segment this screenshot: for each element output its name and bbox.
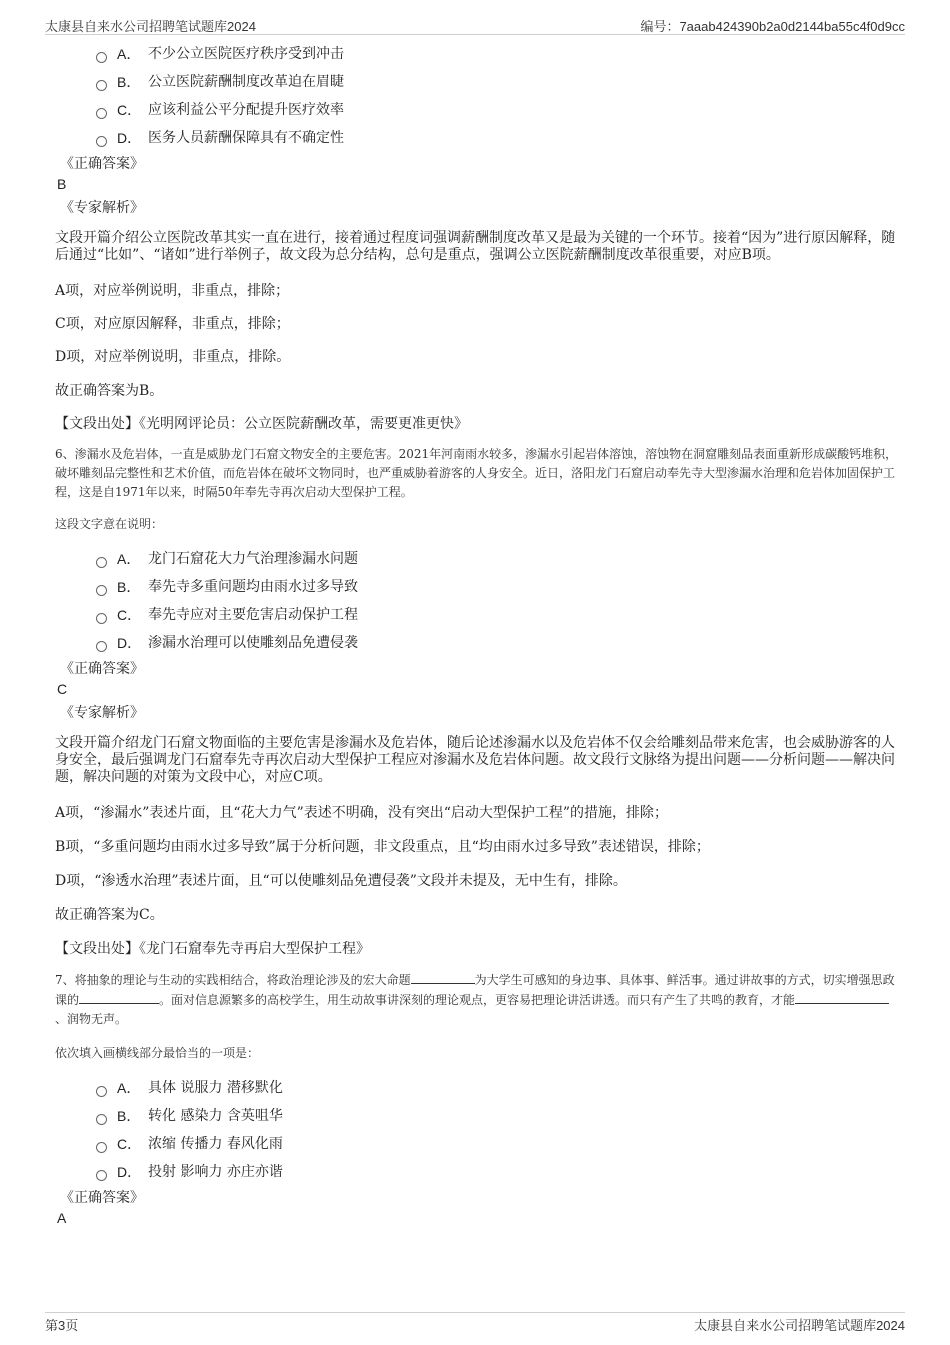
analysis-paragraph: 故正确答案为C。	[55, 907, 164, 923]
page-header	[45, 16, 905, 35]
analysis-label: 《专家解析》	[60, 705, 144, 721]
question-prompt: 这段文字意在说明：	[55, 517, 164, 531]
radio-icon[interactable]	[96, 1142, 107, 1153]
radio-icon[interactable]	[96, 557, 107, 568]
q5-options	[55, 44, 900, 156]
footer-title: 太康县自来水公司招聘笔试题库2024	[694, 1318, 905, 1333]
answer-label: 《正确答案》	[60, 1190, 144, 1206]
answer-value: C	[57, 681, 68, 697]
radio-icon[interactable]	[96, 52, 107, 63]
analysis-label: 《专家解析》	[60, 200, 144, 216]
option-a[interactable]: A． 龙门石窟花大力气治理渗漏水问题	[55, 549, 900, 577]
option-c[interactable]: C． 浓缩 传播力 春风化雨	[55, 1134, 900, 1162]
radio-icon[interactable]	[96, 108, 107, 119]
source-citation: 【文段出处】《光明网评论员：公立医院薪酬改革，需要更准更快》	[55, 416, 468, 432]
option-d[interactable]: D． 医务人员薪酬保障具有不确定性	[55, 128, 900, 156]
analysis-paragraph: 文段开篇介绍公立医院改革其实一直在进行，接着通过程度词强调薪酬制度改革又是最为关键的一个环节。接着“因为”进行原因解释，随后通过“比如”、“诸如”进行举例子，故文段为总分结构，总句是重点，强调公立医院薪酬制度改革很重要，对应B项。	[55, 230, 896, 263]
option-c[interactable]: C． 奉先寺应对主要危害启动保护工程	[55, 605, 900, 633]
radio-icon[interactable]	[96, 1086, 107, 1097]
q6-options	[55, 549, 900, 661]
option-d[interactable]: D． 渗漏水治理可以使雕刻品免遭侵袭	[55, 633, 900, 661]
answer-label: 《正确答案》	[60, 156, 144, 172]
radio-icon[interactable]	[96, 136, 107, 147]
document-code: 编号：7aaab424390b2a0d2144ba55c4f0d9cc	[640, 19, 905, 34]
question-stem: 7、将抽象的理论与生动的实践相结合，将政治理论涉及的宏大命题 为大学生可感知的身边事、具体事、鲜活事。通过讲故事的方式，切实增强思政课的 。面对信息源繁多的高校学生，用生动故事讲深刻的理论观点，更容易把理论讲活讲透。而只有产生了共鸣的教育，才能、润物无声。	[55, 970, 900, 1029]
option-d[interactable]: D． 投射 影响力 亦庄亦谐	[55, 1162, 900, 1190]
q7-options	[55, 1078, 900, 1190]
radio-icon[interactable]	[96, 80, 107, 91]
radio-icon[interactable]	[96, 1114, 107, 1125]
question-prompt: 依次填入画横线部分最恰当的一项是：	[55, 1046, 260, 1060]
option-c[interactable]: C． 应该利益公平分配提升医疗效率	[55, 100, 900, 128]
analysis-paragraph: A项，“渗漏水”表述片面，且“花大力气”表述不明确，没有突出“启动大型保护工程”的措施，排除；	[55, 805, 669, 821]
analysis-paragraph: A项，对应举例说明，非重点，排除；	[55, 283, 290, 299]
page-content	[55, 44, 900, 1232]
analysis-paragraph: 文段开篇介绍龙门石窟文物面临的主要危害是渗漏水及危岩体，随后论述渗漏水以及危岩体不仅会给雕刻品带来危害，也会威胁游客的人身安全，最后强调龙门石窟奉先寺再次启动大型保护工程应对渗漏水及危岩体问题。故文段行文脉络为提出问题——分析问题——解决问题，解决问题的对策为文段中心，对应C项。	[55, 735, 895, 785]
option-a[interactable]: A． 具体 说服力 潜移默化	[55, 1078, 900, 1106]
question-stem: 6、渗漏水及危岩体，一直是威胁龙门石窟文物安全的主要危害。2021年河南雨水较多，渗漏水引起岩体溶蚀，溶蚀物在洞窟雕刻品表面重新形成碳酸钙堆积，破坏雕刻品完整性和艺术价值，而危岩体在破坏文物同时，也严重威胁着游客的人身安全。近日，洛阳龙门石窟启动奉先寺大型渗漏水治理和危岩体加固保护工程，这是自1971年以来，时隔50年奉先寺再次启动大型保护工程。	[55, 447, 898, 499]
radio-icon[interactable]	[96, 1170, 107, 1181]
radio-icon[interactable]	[96, 585, 107, 596]
analysis-paragraph: D项，对应举例说明，非重点，排除。	[55, 349, 291, 365]
option-b[interactable]: B． 奉先寺多重问题均由雨水过多导致	[55, 577, 900, 605]
analysis-paragraph: 故正确答案为B。	[55, 383, 164, 399]
analysis-paragraph: B项，“多重问题均由雨水过多导致”属于分析问题，非文段重点，且“均由雨水过多导致”表述错误，排除；	[55, 839, 710, 855]
option-b[interactable]: B． 转化 感染力 含英咀华	[55, 1106, 900, 1134]
analysis-paragraph: C项，对应原因解释，非重点，排除；	[55, 316, 290, 332]
radio-icon[interactable]	[96, 641, 107, 652]
analysis-paragraph: D项，“渗透水治理”表述片面，且“可以使雕刻品免遭侵袭”文段并未提及，无中生有，排除。	[55, 873, 627, 889]
answer-value: B	[57, 176, 67, 192]
fill-blank-1	[411, 970, 475, 984]
option-b[interactable]: B． 公立医院薪酬制度改革迫在眉睫	[55, 72, 900, 100]
option-a[interactable]: A． 不少公立医院医疗秩序受到冲击	[55, 44, 900, 72]
answer-value: A	[57, 1210, 67, 1226]
page-footer	[45, 1312, 905, 1333]
answer-label: 《正确答案》	[60, 661, 144, 677]
page-number: 第3页	[45, 1318, 79, 1333]
radio-icon[interactable]	[96, 613, 107, 624]
source-citation: 【文段出处】《龙门石窟奉先寺再启大型保护工程》	[55, 941, 370, 957]
fill-blank-2	[79, 990, 159, 1004]
fill-blank-3	[795, 990, 889, 1004]
header-title: 太康县自来水公司招聘笔试题库2024	[45, 19, 256, 34]
